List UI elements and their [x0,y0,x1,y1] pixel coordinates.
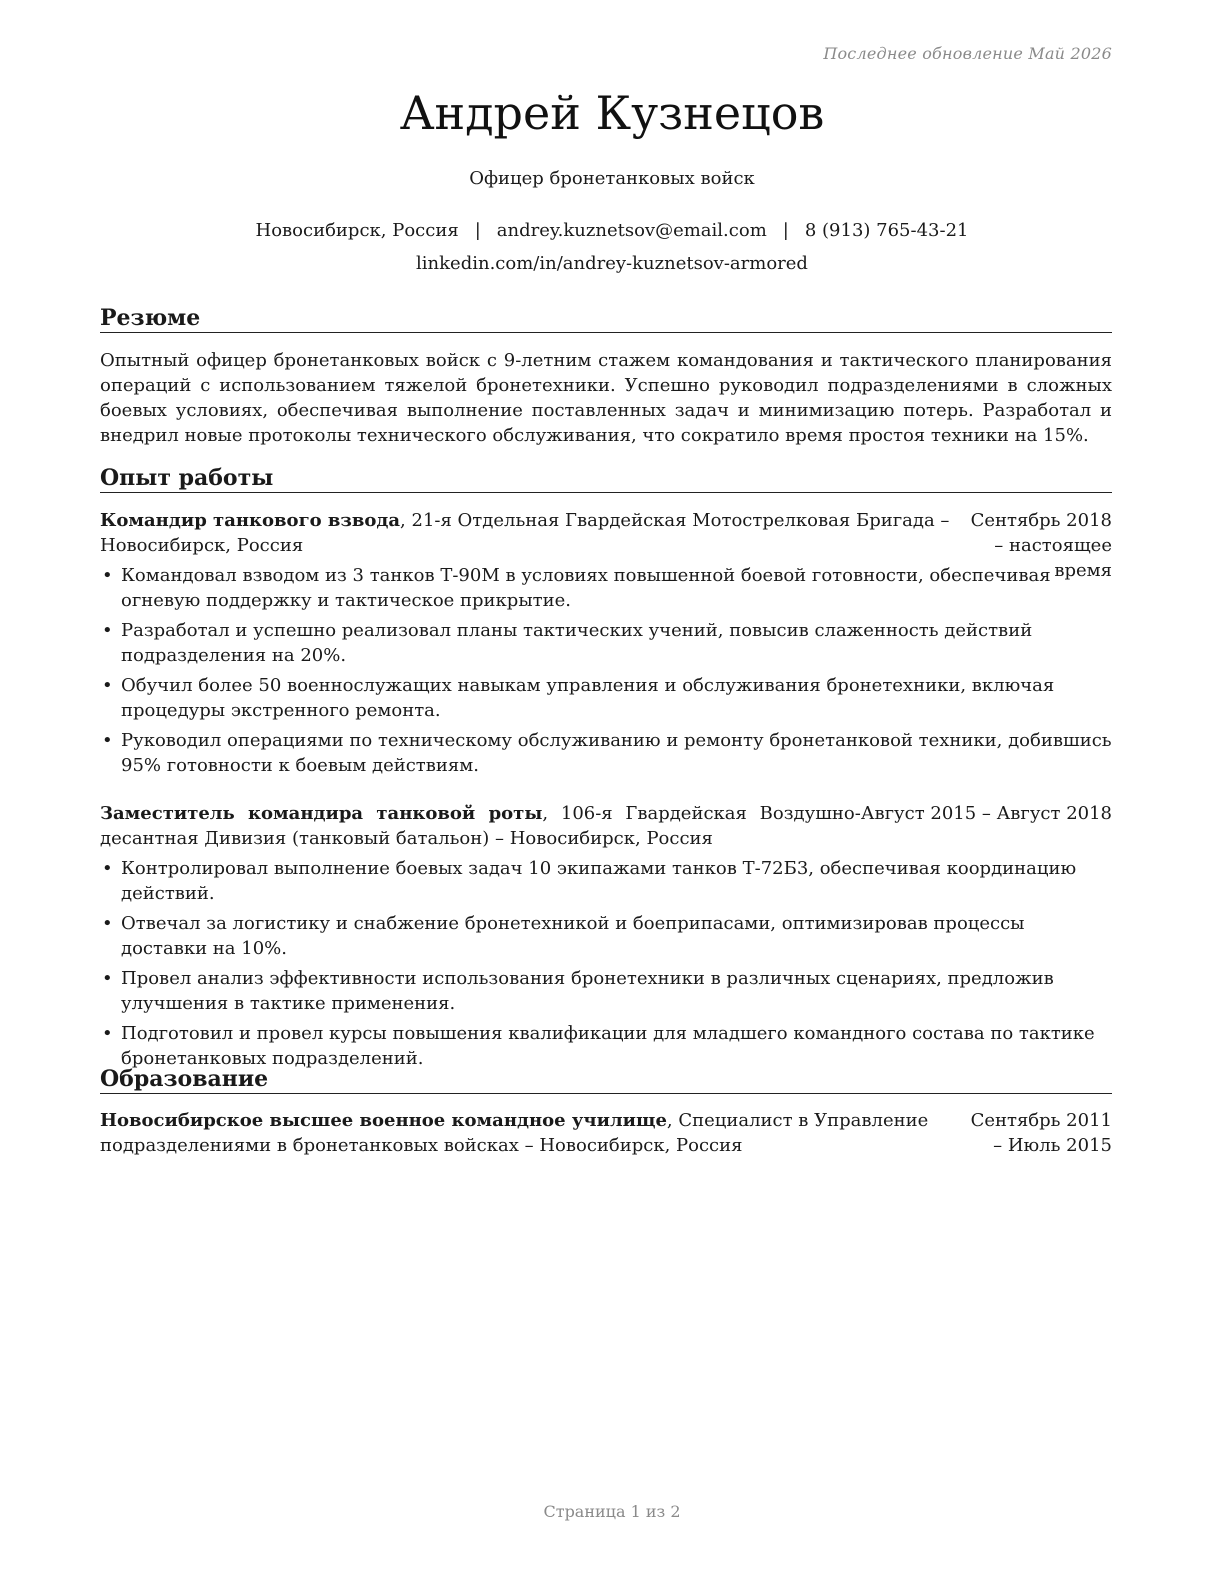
list-item: • Командовал взводом из 3 танков Т-90М в условиях повышенной боевой готовности, обеспечивая огневую поддержку и тактическое прикрытие. [100,563,1116,613]
contact-separator: | [782,220,789,241]
section-heading-summary: Резюме [100,304,1112,333]
location-text: Новосибирск, Россия [255,220,459,241]
education-degree: , Специалист в Управление подразделениями в бронетанковых войсках – Новосибирск, Россия [100,1110,929,1156]
list-item: • Провел анализ эффективности использования бронетехники в различных сценариях, предложив улучшения в тактике применения. [100,966,1116,1016]
last-updated: Последнее обновление Май 2026 [823,44,1112,63]
job-organization: , 21-я Отдельная Гвардейская Мотострелковая Бригада – Новосибирск, Россия [100,510,950,556]
contact-line [0,220,1224,241]
job-title: Офицер бронетанковых войск [469,168,755,189]
list-item: • Контролировал выполнение боевых задач 10 экипажами танков Т-72Б3, обеспечивая координацию действий. [100,856,1116,906]
job-header [100,801,1112,851]
job-bullets [100,856,1116,1076]
phone-text: 8 (913) 765-43-21 [804,220,969,241]
job-bullets [100,563,1116,783]
list-item: • Подготовил и провел курсы повышения квалификации для младшего командного состава по тактике бронетанковых подразделений. [100,1021,1116,1071]
linkedin-link[interactable]: linkedin.com/in/andrey-kuznetsov-armored [416,253,808,274]
education-institution-degree [100,1108,960,1158]
section-heading-education: Образование [100,1065,1112,1094]
summary-text: Опытный офицер бронетанковых войск с 9-летним стажем командования и тактического планирования операций с использованием тяжелой бронетехники. Успешно руководил подразделениями в сложных боевых условиях, обеспечивая выполнение поставленных задач и минимизацию потерь. Разработал и внедрил новые протоколы технического обслуживания, что сократило время простоя техники на 15%. [100,350,1112,446]
job-dates: Август 2015 – Август 2018 [860,803,1112,824]
list-item: • Руководил операциями по техническому обслуживанию и ремонту бронетанковой техники, добившись 95% готовности к боевым действиям. [100,728,1116,778]
section-heading-experience: Опыт работы [100,464,1112,493]
job-dates: Сентябрь 2018 – настоящее время [970,510,1112,581]
education-institution: Новосибирское высшее военное командное училище [100,1110,667,1131]
job-position: Командир танкового взвода [100,510,401,531]
email-link[interactable]: andrey.kuznetsov@email.com [496,220,767,241]
contact-separator: | [474,220,481,241]
job-position: Заместитель командира танковой роты [100,803,543,824]
candidate-name: Андрей Кузнецов [399,86,825,140]
education-entry [100,1108,1112,1158]
list-item: • Обучил более 50 военнослужащих навыкам управления и обслуживания бронетехники, включая процедуры экстренного ремонта. [100,673,1116,723]
job-organization: , 106-я Гвардейская Воздушно-десантная Дивизия (танковый батальон) – Новосибирск, Россия [100,803,861,849]
education-dates: Сентябрь 2011 – Июль 2015 [970,1110,1112,1156]
list-item: • Отвечал за логистику и снабжение бронетехникой и боеприпасами, оптимизировав процессы доставки на 10%. [100,911,1116,961]
page-number: Страница 1 из 2 [543,1502,681,1521]
job-title-organization [100,801,861,851]
list-item: • Разработал и успешно реализовал планы тактических учений, повысив слаженность действий подразделения на 20%. [100,618,1116,668]
